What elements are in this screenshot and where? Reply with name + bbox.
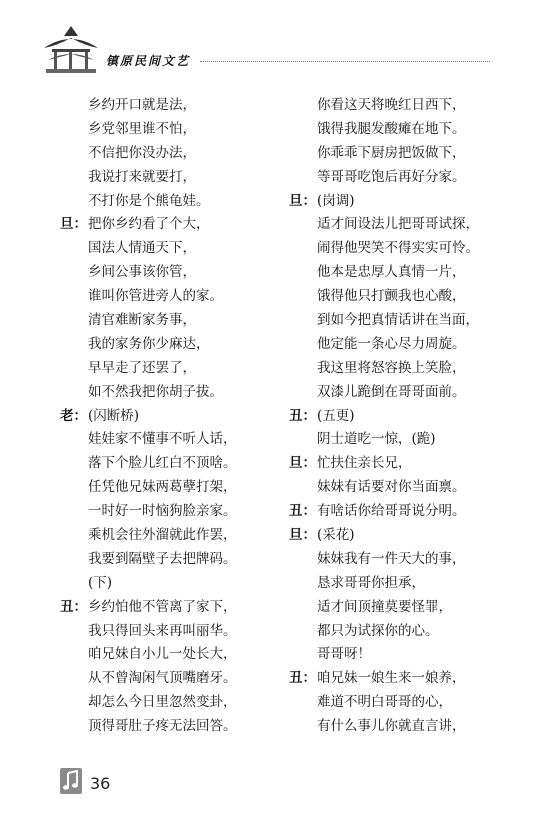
verse-line bbox=[289, 118, 509, 142]
verse-text: 他本是忠厚人真情一片， bbox=[317, 264, 466, 281]
verse-line bbox=[289, 643, 509, 667]
verse-line bbox=[289, 237, 509, 261]
verse-text: 都只为试探你的心。 bbox=[317, 622, 439, 639]
page-footer bbox=[0, 760, 551, 820]
speaker-label: 老： bbox=[60, 407, 87, 424]
speaker-label: 旦： bbox=[289, 527, 316, 544]
verse-text: 有啥话你给哥哥说分明。 bbox=[317, 503, 466, 520]
verse-line bbox=[60, 213, 278, 237]
verse-line bbox=[289, 261, 509, 285]
verse-text: 顶得哥肚子疼无法回答。 bbox=[88, 718, 237, 735]
page-number: 36 bbox=[90, 774, 111, 793]
right-text-column bbox=[289, 94, 509, 739]
verse-text: 如不然我把你胡子拔。 bbox=[88, 383, 223, 400]
verse-line bbox=[289, 405, 509, 429]
verse-text: 适才间设法儿把哥哥试探， bbox=[317, 216, 479, 233]
verse-line bbox=[60, 596, 278, 620]
verse-text: 咱兄妹一娘生来一娘养， bbox=[317, 670, 466, 687]
verse-text: 把你乡约看了个大， bbox=[88, 216, 210, 233]
speaker-label: 旦： bbox=[60, 216, 87, 233]
verse-text: 从不曾淘闲气顶嘴磨牙。 bbox=[88, 670, 237, 687]
verse-text: (岗调) bbox=[317, 192, 355, 209]
verse-text: 乡约开口就是法， bbox=[88, 97, 196, 113]
verse-text: 乘机会往外溜就此作罢， bbox=[88, 527, 237, 544]
verse-line bbox=[289, 500, 509, 524]
verse-line bbox=[60, 667, 278, 691]
verse-line bbox=[289, 548, 509, 572]
verse-line bbox=[60, 572, 278, 596]
verse-line bbox=[60, 285, 278, 309]
music-note-icon bbox=[60, 768, 82, 794]
verse-text: 恳求哥哥你担承， bbox=[317, 574, 425, 591]
verse-text: 忙扶住亲长兄， bbox=[317, 455, 412, 472]
verse-line bbox=[60, 333, 278, 357]
verse-line bbox=[60, 620, 278, 644]
verse-text: 却怎么今日里忽然变卦， bbox=[88, 694, 237, 711]
verse-line bbox=[60, 524, 278, 548]
verse-line bbox=[60, 94, 278, 118]
verse-text: 娃娃家不懂事不听人话， bbox=[88, 431, 237, 448]
verse-text: 我的家务你少麻达， bbox=[88, 335, 210, 352]
verse-line bbox=[60, 309, 278, 333]
verse-line bbox=[289, 572, 509, 596]
verse-line bbox=[60, 142, 278, 166]
verse-line bbox=[60, 190, 278, 214]
verse-text: 国法人情通天下， bbox=[88, 240, 196, 257]
verse-text: (闪断桥) bbox=[88, 407, 140, 424]
verse-line bbox=[60, 476, 278, 500]
verse-text: 我说打来就要打， bbox=[88, 168, 196, 185]
verse-text: 谁叫你管进旁人的家。 bbox=[88, 288, 223, 305]
verse-line bbox=[60, 166, 278, 190]
verse-line bbox=[289, 381, 509, 405]
verse-line bbox=[289, 94, 509, 118]
verse-text: 你看这天将晚红日西下， bbox=[317, 97, 466, 113]
verse-line bbox=[60, 118, 278, 142]
verse-line bbox=[289, 452, 509, 476]
verse-line bbox=[289, 620, 509, 644]
header-title: 镇原民间文艺 bbox=[106, 54, 191, 68]
verse-text: 到如今把真情话讲在当面， bbox=[317, 312, 479, 329]
verse-line bbox=[60, 452, 278, 476]
verse-text: 适才间顶撞莫要怪罪， bbox=[317, 598, 452, 615]
verse-text: 清官难断家务事， bbox=[88, 312, 196, 329]
verse-line bbox=[60, 500, 278, 524]
verse-text: 我这里将怒容换上笑脸， bbox=[317, 359, 466, 376]
verse-line bbox=[289, 596, 509, 620]
verse-text: 乡党邻里谁不怕， bbox=[88, 120, 196, 137]
verse-line bbox=[60, 405, 278, 429]
verse-text: 咱兄妹自小儿一处长大， bbox=[88, 646, 237, 663]
verse-text: 饿得他只打颤我也心酸， bbox=[317, 288, 466, 305]
verse-text: 我只得回头来再叫丽华。 bbox=[88, 622, 237, 639]
verse-text: 阴士道吃一惊，(跪) bbox=[317, 431, 436, 448]
verse-line bbox=[60, 428, 278, 452]
speaker-label: 丑： bbox=[289, 503, 316, 520]
verse-line bbox=[289, 142, 509, 166]
verse-line bbox=[60, 357, 278, 381]
verse-text: (下) bbox=[88, 574, 113, 591]
verse-line bbox=[289, 667, 509, 691]
verse-line bbox=[60, 643, 278, 667]
verse-text: 乡间公事该你管， bbox=[88, 264, 196, 281]
verse-line bbox=[289, 428, 509, 452]
verse-line bbox=[289, 333, 509, 357]
speaker-label: 丑： bbox=[289, 407, 316, 424]
verse-line bbox=[289, 715, 509, 739]
verse-text: 闹得他哭笑不得实实可怜。 bbox=[317, 240, 479, 257]
verse-text: 妹妹有话要对你当面禀。 bbox=[317, 479, 466, 496]
verse-text: 有什么事儿你就直言讲， bbox=[317, 718, 466, 735]
verse-text: 他定能一条心尽力周旋。 bbox=[317, 335, 466, 352]
verse-line bbox=[60, 381, 278, 405]
verse-line bbox=[289, 309, 509, 333]
verse-text: 我要到隔壁子去把牌码。 bbox=[88, 550, 237, 567]
verse-text: 妹妹我有一件天大的事， bbox=[317, 550, 466, 567]
verse-text: 不打你是个熊龟娃。 bbox=[88, 192, 210, 209]
verse-text: 你乖乖下厨房把饭做下， bbox=[317, 144, 466, 161]
verse-line bbox=[289, 476, 509, 500]
verse-line bbox=[60, 715, 278, 739]
verse-line bbox=[289, 190, 509, 214]
speaker-label: 旦： bbox=[289, 455, 316, 472]
verse-line bbox=[60, 691, 278, 715]
verse-line bbox=[60, 548, 278, 572]
verse-line bbox=[60, 237, 278, 261]
verse-line bbox=[289, 213, 509, 237]
verse-line bbox=[289, 357, 509, 381]
left-text-column bbox=[60, 94, 278, 739]
verse-text: 一时好一时恼狗脸亲家。 bbox=[88, 503, 237, 520]
verse-text: (采花) bbox=[317, 527, 355, 544]
verse-line bbox=[289, 166, 509, 190]
verse-line bbox=[289, 691, 509, 715]
verse-text: 乡约怕他不管离了家下， bbox=[88, 598, 237, 615]
verse-text: 落下个脸儿红白不顶啥。 bbox=[88, 455, 237, 472]
speaker-label: 丑： bbox=[60, 598, 87, 615]
verse-line bbox=[289, 285, 509, 309]
verse-text: 早早走了还罢了， bbox=[88, 359, 196, 376]
header-divider bbox=[200, 61, 490, 62]
page-header bbox=[0, 0, 551, 80]
verse-text: 饿得我腿发酸瘫在地下。 bbox=[317, 120, 466, 137]
verse-text: 难道不明白哥哥的心， bbox=[317, 694, 452, 711]
verse-line bbox=[289, 524, 509, 548]
speaker-label: 丑： bbox=[289, 670, 316, 687]
verse-text: 哥哥呀！ bbox=[317, 646, 371, 663]
verse-text: 任凭他兄妹两葛孽打架， bbox=[88, 479, 237, 496]
verse-text: 双漆儿跪倒在哥哥面前。 bbox=[317, 383, 466, 400]
verse-line bbox=[60, 261, 278, 285]
verse-text: (五更) bbox=[317, 407, 355, 424]
speaker-label: 旦： bbox=[289, 192, 316, 209]
verse-text: 等哥哥吃饱后再好分家。 bbox=[317, 168, 466, 185]
pavilion-logo-icon bbox=[42, 24, 100, 74]
verse-text: 不信把你没办法， bbox=[88, 144, 196, 161]
